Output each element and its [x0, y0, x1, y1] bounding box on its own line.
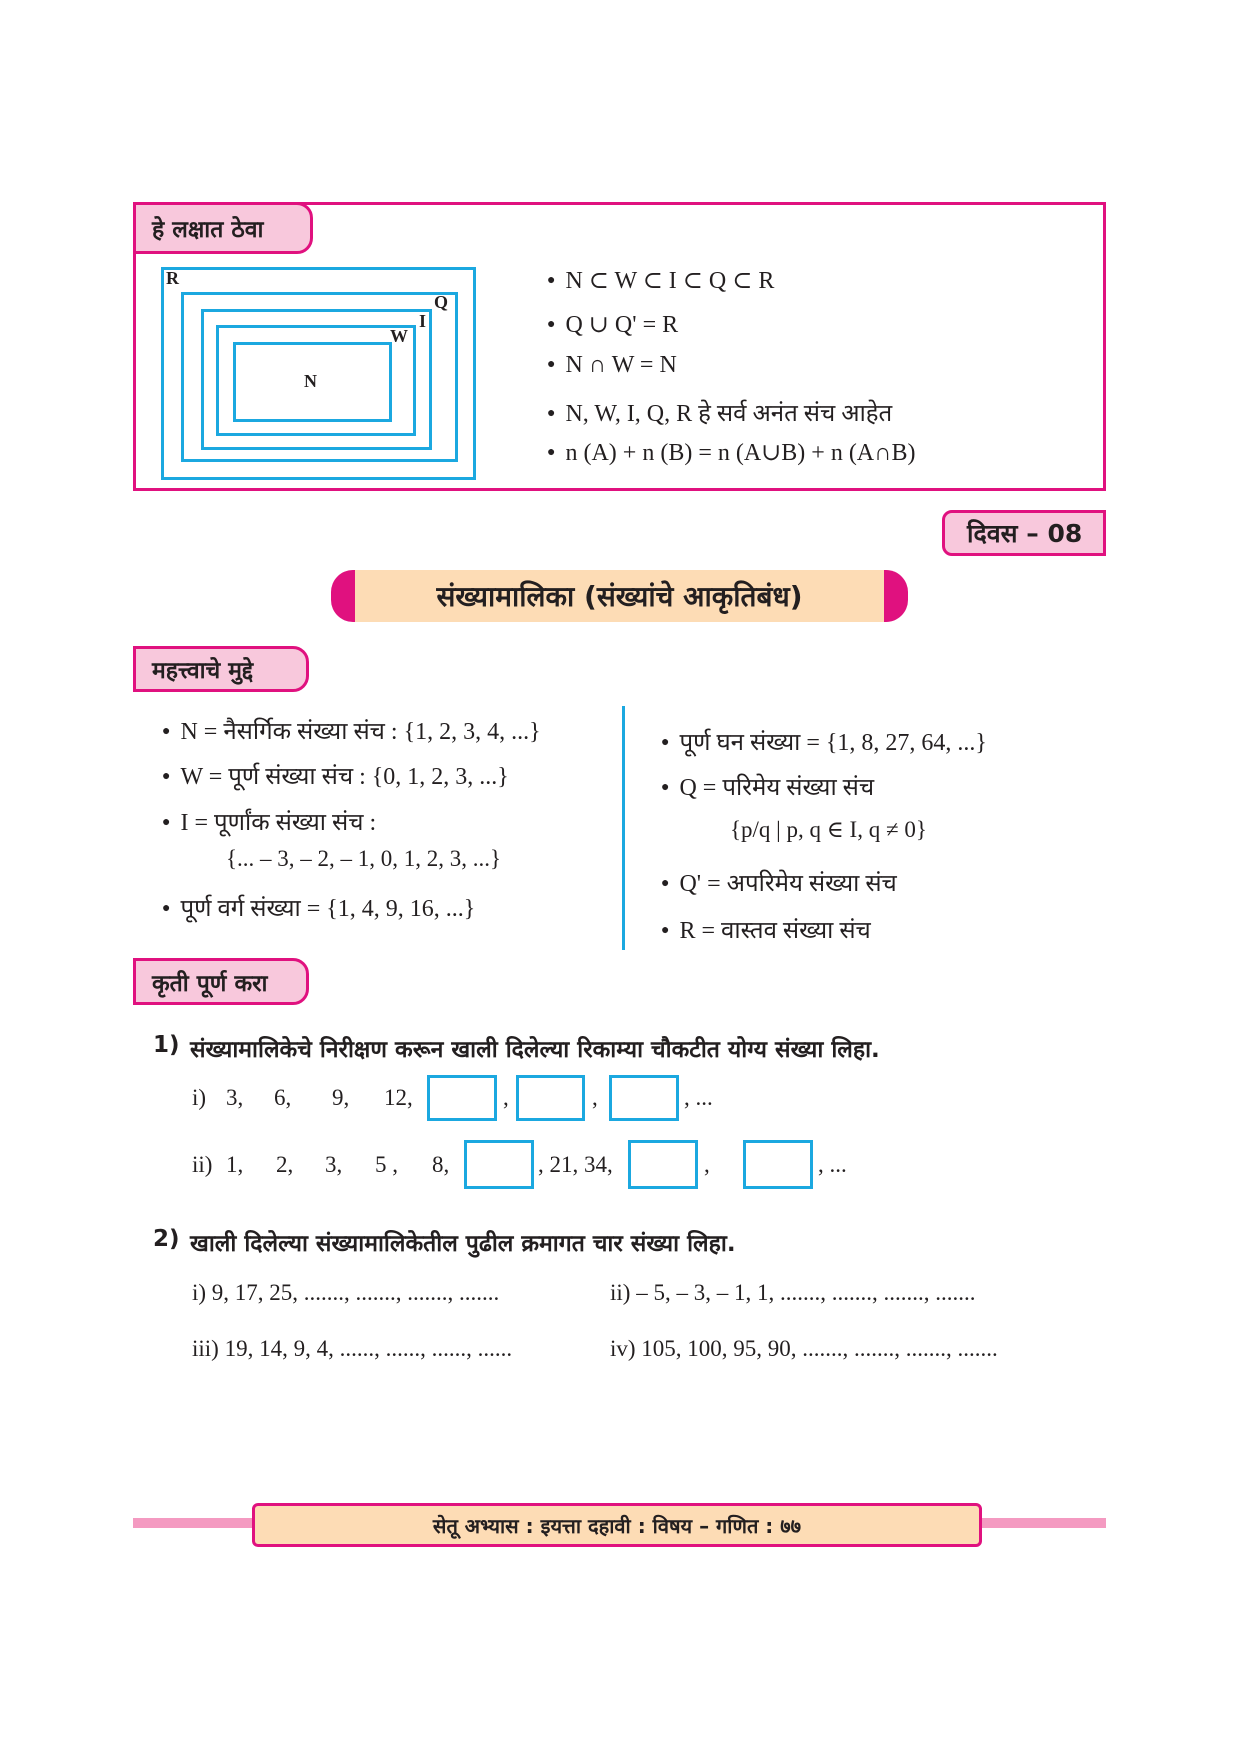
- separator: ,: [704, 1152, 710, 1177]
- term: 3,: [226, 1085, 244, 1110]
- answer-box[interactable]: [516, 1075, 585, 1121]
- exercise-label: कृती पूर्ण करा: [133, 958, 309, 1005]
- series-item: iii) 19, 14, 9, 4, ......, ......, ......, ......: [192, 1336, 513, 1361]
- question-2-number: 2): [153, 1226, 180, 1252]
- term: 1,: [226, 1152, 244, 1177]
- key-point: ● W = पूर्ण संख्या संच : {0, 1, 2, 3, ...}: [162, 759, 509, 792]
- key-point: ● पूर्ण घन संख्या = {1, 8, 27, 64, ...}: [661, 725, 987, 758]
- row-label: ii): [192, 1152, 213, 1177]
- term: 9,: [332, 1085, 350, 1110]
- key-point: ● पूर्ण वर्ग संख्या = {1, 4, 9, 16, ...}: [162, 891, 475, 924]
- term: 2,: [276, 1152, 294, 1177]
- term: 12,: [384, 1085, 413, 1110]
- term: 8,: [432, 1152, 450, 1177]
- key-point: ● N = नैसर्गिक संख्या संच : {1, 2, 3, 4, ...}: [162, 714, 541, 747]
- key-point: ● I = पूर्णांक संख्या संच :: [162, 805, 376, 838]
- remember-point: ● N ⊂ W ⊂ I ⊂ Q ⊂ R: [547, 266, 774, 295]
- term: , 21, 34,: [538, 1152, 613, 1177]
- chapter-title: संख्यामालिका (संख्यांचे आकृतिबंध): [331, 570, 908, 622]
- separator: ,: [503, 1085, 509, 1110]
- remember-point: ● n (A) + n (B) = n (A∪B) + n (A∩B): [547, 438, 915, 467]
- ellipsis: , ...: [684, 1085, 713, 1110]
- series-item: i) 9, 17, 25, ......., ......., ......., .......: [192, 1280, 500, 1305]
- key-point: ● Q = परिमेय संख्या संच: [661, 770, 874, 803]
- remember-label: हे लक्षात ठेवा: [133, 202, 313, 254]
- column-divider: [622, 706, 625, 950]
- answer-box[interactable]: [628, 1140, 698, 1189]
- rational-set: {p/q | p, q ∈ I, q ≠ 0}: [730, 817, 927, 842]
- key-point: ● Q' = अपरिमेय संख्या संच: [661, 866, 897, 899]
- separator: ,: [592, 1085, 598, 1110]
- venn-label-i: I: [419, 311, 427, 331]
- series-item: iv) 105, 100, 95, 90, ......., ......., ......., .......: [610, 1336, 998, 1361]
- series-item: ii) – 5, – 3, – 1, 1, ......., ......., ......., .......: [610, 1280, 976, 1305]
- key-points-label: महत्त्वाचे मुद्दे: [133, 646, 309, 692]
- term: 5 ,: [375, 1152, 398, 1177]
- footer-banner: सेतू अभ्यास : इयत्ता दहावी : विषय – गणित : ७७: [252, 1503, 982, 1547]
- integer-set: {... – 3, – 2, – 1, 0, 1, 2, 3, ...}: [226, 846, 502, 871]
- question-1-text: संख्यामालिकेचे निरीक्षण करून खाली दिलेल्या रिकाम्या चौकटीत योग्य संख्या लिहा.: [190, 1037, 880, 1063]
- day-badge: दिवस – 08: [942, 510, 1106, 556]
- key-point: ● R = वास्तव संख्या संच: [661, 913, 871, 946]
- term: 6,: [274, 1085, 292, 1110]
- question-2-text: खाली दिलेल्या संख्यामालिकेतील पुढील क्रमागत चार संख्या लिहा.: [190, 1231, 736, 1257]
- row-label: i): [192, 1085, 207, 1110]
- venn-label-w: W: [390, 326, 408, 346]
- remember-point: ● Q ∪ Q' = R: [547, 310, 678, 339]
- remember-point: ● N ∩ W = N: [547, 352, 677, 379]
- answer-box[interactable]: [609, 1075, 679, 1121]
- ellipsis: , ...: [818, 1152, 847, 1177]
- answer-box[interactable]: [464, 1140, 534, 1189]
- question-1-number: 1): [153, 1032, 180, 1058]
- venn-label-r: R: [166, 268, 179, 288]
- answer-box[interactable]: [427, 1075, 497, 1121]
- venn-label-n: N: [304, 371, 317, 391]
- venn-label-q: Q: [434, 292, 449, 312]
- answer-box[interactable]: [743, 1140, 813, 1189]
- term: 3,: [325, 1152, 343, 1177]
- remember-point: ● N, W, I, Q, R हे सर्व अनंत संच आहेत: [547, 396, 892, 429]
